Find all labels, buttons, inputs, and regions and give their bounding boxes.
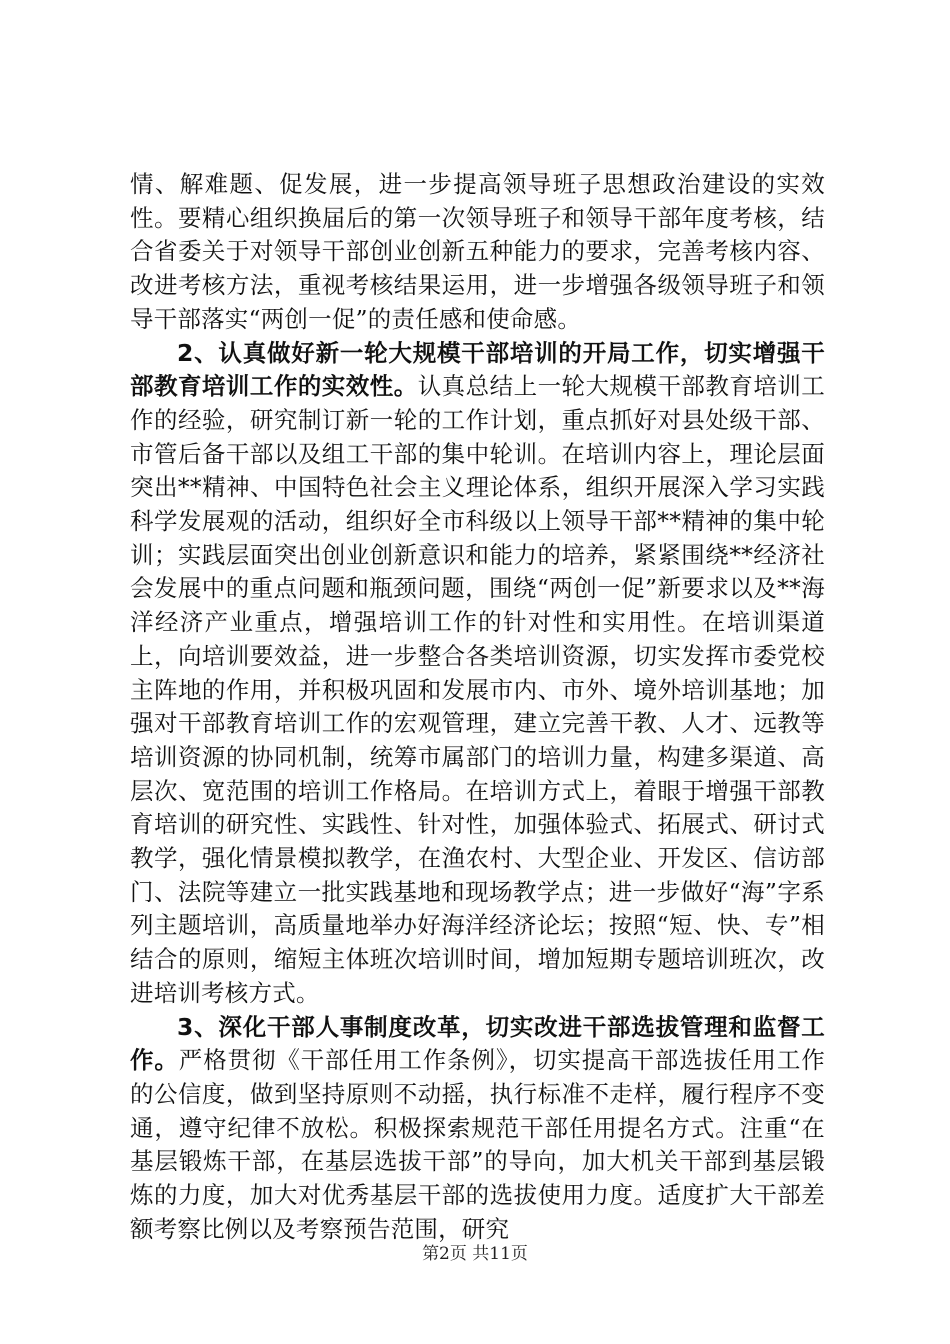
paragraph-2 xyxy=(130,337,825,1011)
paragraph-1-text: 情、解难题、促发展，进一步提高领导班子思想政治建设的实效性。要精心组织换届后的第一次领导班子和领导干部年度考核，结合省委关于对领导干部创业创新五种能力的要求，完善考核内容、改进考核方法，重视考核结果运用，进一步增强各级领导班子和领导干部落实“两创一促”的责任感和使命感。 xyxy=(130,170,825,333)
paragraph-2-body: 认真总结上一轮大规模干部教育培训工作的经验，研究制订新一轮的工作计划，重点抓好对县处级干部、市管后备干部以及组工干部的集中轮训。在培训内容上，理论层面突出**精神、中国特色社会主义理论体系，组织开展深入学习实践科学发展观的活动，组织好全市科级以上领导干部**精神的集中轮训；实践层面突出创业创新意识和能力的培养，紧紧围绕**经济社会发展中的重点问题和瓶颈问题，围绕“两创一促”新要求以及**海洋经济产业重点，增强培训工作的针对性和实用性。在培训渠道上，向培训要效益，进一步整合各类培训资源，切实发挥市委党校主阵地的作用，并积极巩固和发展市内、市外、境外培训基地；加强对干部教育培训工作的宏观管理，建立完善干教、人才、远教等培训资源的协同机制，统筹市属部门的培训力量，构建多渠道、高层次、宽范围的培训工作格局。在培训方式上，着眼于增强干部教育培训的研究性、实践性、针对性，加强体验式、拓展式、研讨式教学，强化情景模拟教学，在渔农村、大型企业、开发区、信访部门、法院等建立一批实践基地和现场教学点；进一步做好“海”字系列主题培训，高质量地举办好海洋经济论坛；按照“短、快、专”相结合的原则，缩短主体班次培训时间，增加短期专题培训班次，改进培训考核方式。 xyxy=(130,372,825,1007)
paragraph-3-heading: 3、深化干部人事制度改革，切实改进干部选拔管理和监督工作。 xyxy=(130,1012,825,1075)
paragraph-1 xyxy=(130,168,825,337)
page-footer xyxy=(0,1243,950,1265)
body-text xyxy=(130,168,825,1247)
paragraph-2-heading: 2、认真做好新一轮大规模干部培训的开局工作，切实增强干部教育培训工作的实效性。 xyxy=(130,338,825,401)
page-number-label: 第2页 共11页 xyxy=(422,1244,528,1264)
paragraph-3-body: 严格贯彻《干部任用工作条例》，切实提高干部选拔任用工作的公信度，做到坚持原则不动摇，执行标准不走样，履行程序不变通，遵守纪律不放松。积极探索规范干部任用提名方式。注重“在基层锻炼干部，在基层选拔干部”的导向，加大机关干部到基层锻炼的力度，加大对优秀基层干部的选拔使用力度。适度扩大干部差额考察比例以及考察预告范围，研究 xyxy=(130,1046,825,1243)
paragraph-3 xyxy=(130,1011,825,1247)
